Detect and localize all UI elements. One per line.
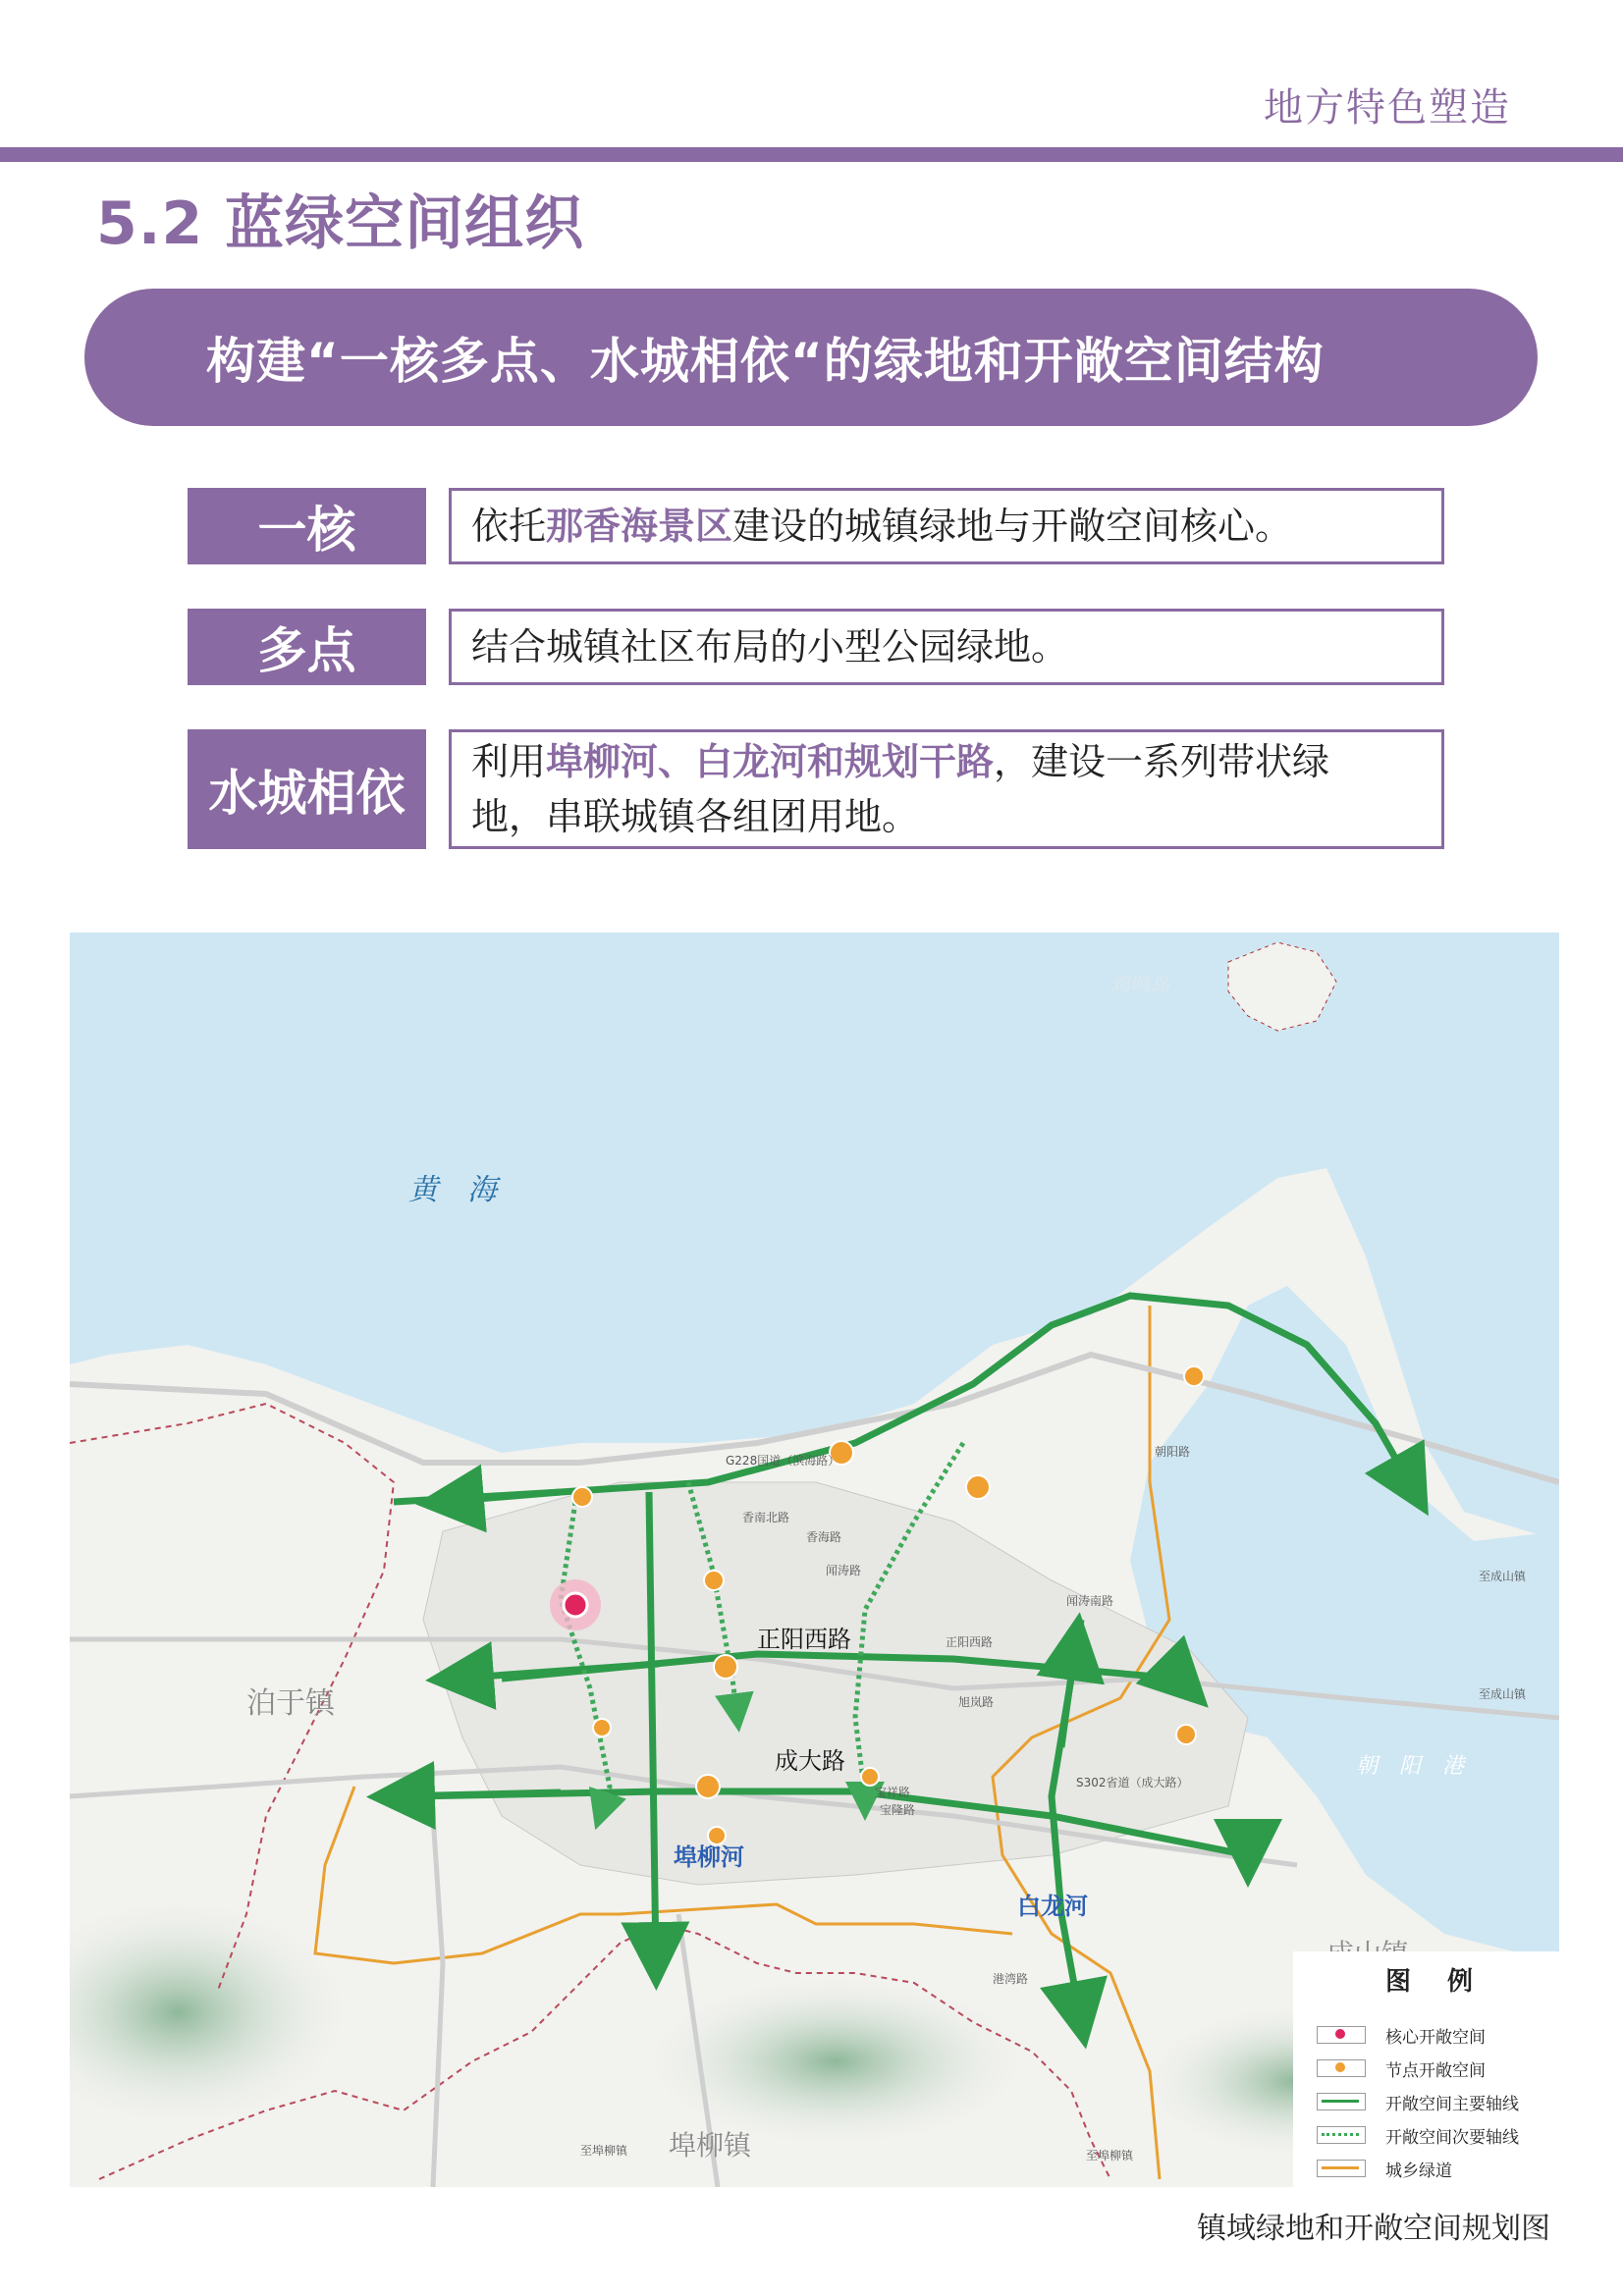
label-town-west: 泊于镇: [246, 1686, 335, 1721]
label-sea: 黄 海: [408, 1173, 497, 1207]
greenway-swatch-icon: [1317, 2160, 1366, 2177]
label-road-zhengyang-east: 正阳西路: [946, 1635, 994, 1649]
secondary-axis-swatch-icon: [1317, 2126, 1366, 2144]
label-road-g228: G228国道（滨海路）: [726, 1454, 840, 1468]
legend-item-primary-axis: 开敞空间主要轴线: [1317, 2087, 1519, 2116]
label-road-xuling: 旭岚路: [958, 1695, 995, 1709]
label-island: 鸡鸣岛: [1110, 973, 1169, 996]
label-road-xiangnanbei: 香南北路: [742, 1511, 790, 1524]
axis-chengda-west: [394, 1792, 561, 1796]
highlight-rivers-roads: 埠柳河、白龙河和规划干路: [546, 740, 995, 783]
legend-item-greenway: 城乡绿道: [1317, 2154, 1452, 2183]
row-text-core: 依托那香海景区建设的城镇绿地与开敞空间核心。: [449, 488, 1444, 564]
row-label-core: 一核: [188, 488, 426, 564]
legend-item-node: 节点开敞空间: [1317, 2054, 1486, 2083]
label-road-wentao-nan: 闻涛南路: [1066, 1594, 1114, 1608]
label-road-xianghai: 香海路: [806, 1530, 842, 1544]
label-harbor: 朝 阳 港: [1356, 1754, 1465, 1779]
label-to-buliu-1: 至埠柳镇: [580, 2144, 628, 2158]
label-to-buliu-2: 至埠柳镇: [1086, 2149, 1134, 2163]
label-road-s302: S302省道（成大路）: [1076, 1776, 1189, 1789]
label-to-chengshan-1: 至成山镇: [1479, 1570, 1527, 1583]
map-caption: 镇域绿地和开敞空间规划图: [1197, 2212, 1550, 2246]
banner-text: 构建“一核多点、水城相依“的绿地和开敞空间结构: [206, 333, 1325, 390]
label-road-chengda: 成大路: [775, 1747, 845, 1775]
label-road-zhaoyang: 朝阳路: [1155, 1445, 1191, 1459]
primary-axis-swatch-icon: [1317, 2093, 1366, 2110]
label-town-south: 埠柳镇: [669, 2129, 752, 2162]
map-legend: [1293, 1951, 1559, 2187]
green-space-plan-map: [70, 933, 1559, 2187]
header-label: 地方特色塑造: [1264, 85, 1511, 131]
row-label-water-city: 水城相依: [188, 729, 426, 849]
legend-title: 图 例: [1385, 1967, 1488, 1997]
label-road-baofeng: 宝隆路: [880, 1803, 916, 1817]
label-road-zhengyang: 正阳西路: [757, 1626, 851, 1653]
label-road-baoxiang: 宝祥路: [875, 1786, 911, 1799]
label-to-chengshan-2: 至成山镇: [1479, 1687, 1527, 1701]
label-river-buliu: 埠柳河: [674, 1843, 744, 1871]
section-title: 5.2 蓝绿空间组织: [96, 189, 585, 258]
label-river-bailong: 白龙河: [1017, 1893, 1088, 1920]
row-label-points: 多点: [188, 609, 426, 685]
label-road-xiangtao: 闻涛路: [826, 1564, 862, 1577]
header-divider: [0, 147, 1623, 162]
row-text-water-city: 利用埠柳河、白龙河和规划干路，建设一系列带状绿地，串联城镇各组团用地。: [449, 729, 1444, 849]
node-swatch-icon: [1317, 2059, 1366, 2077]
legend-item-secondary-axis: 开敞空间次要轴线: [1317, 2120, 1519, 2150]
structure-banner: [84, 289, 1538, 426]
core-open-space-marker: [550, 1579, 601, 1630]
label-road-gangwan: 港湾路: [993, 1972, 1029, 1986]
highlight-scenic-area: 那香海景区: [546, 505, 733, 548]
legend-item-core: 核心开敞空间: [1317, 2020, 1486, 2050]
core-swatch-icon: [1317, 2026, 1366, 2044]
row-text-points: 结合城镇社区布局的小型公园绿地。: [449, 609, 1444, 685]
